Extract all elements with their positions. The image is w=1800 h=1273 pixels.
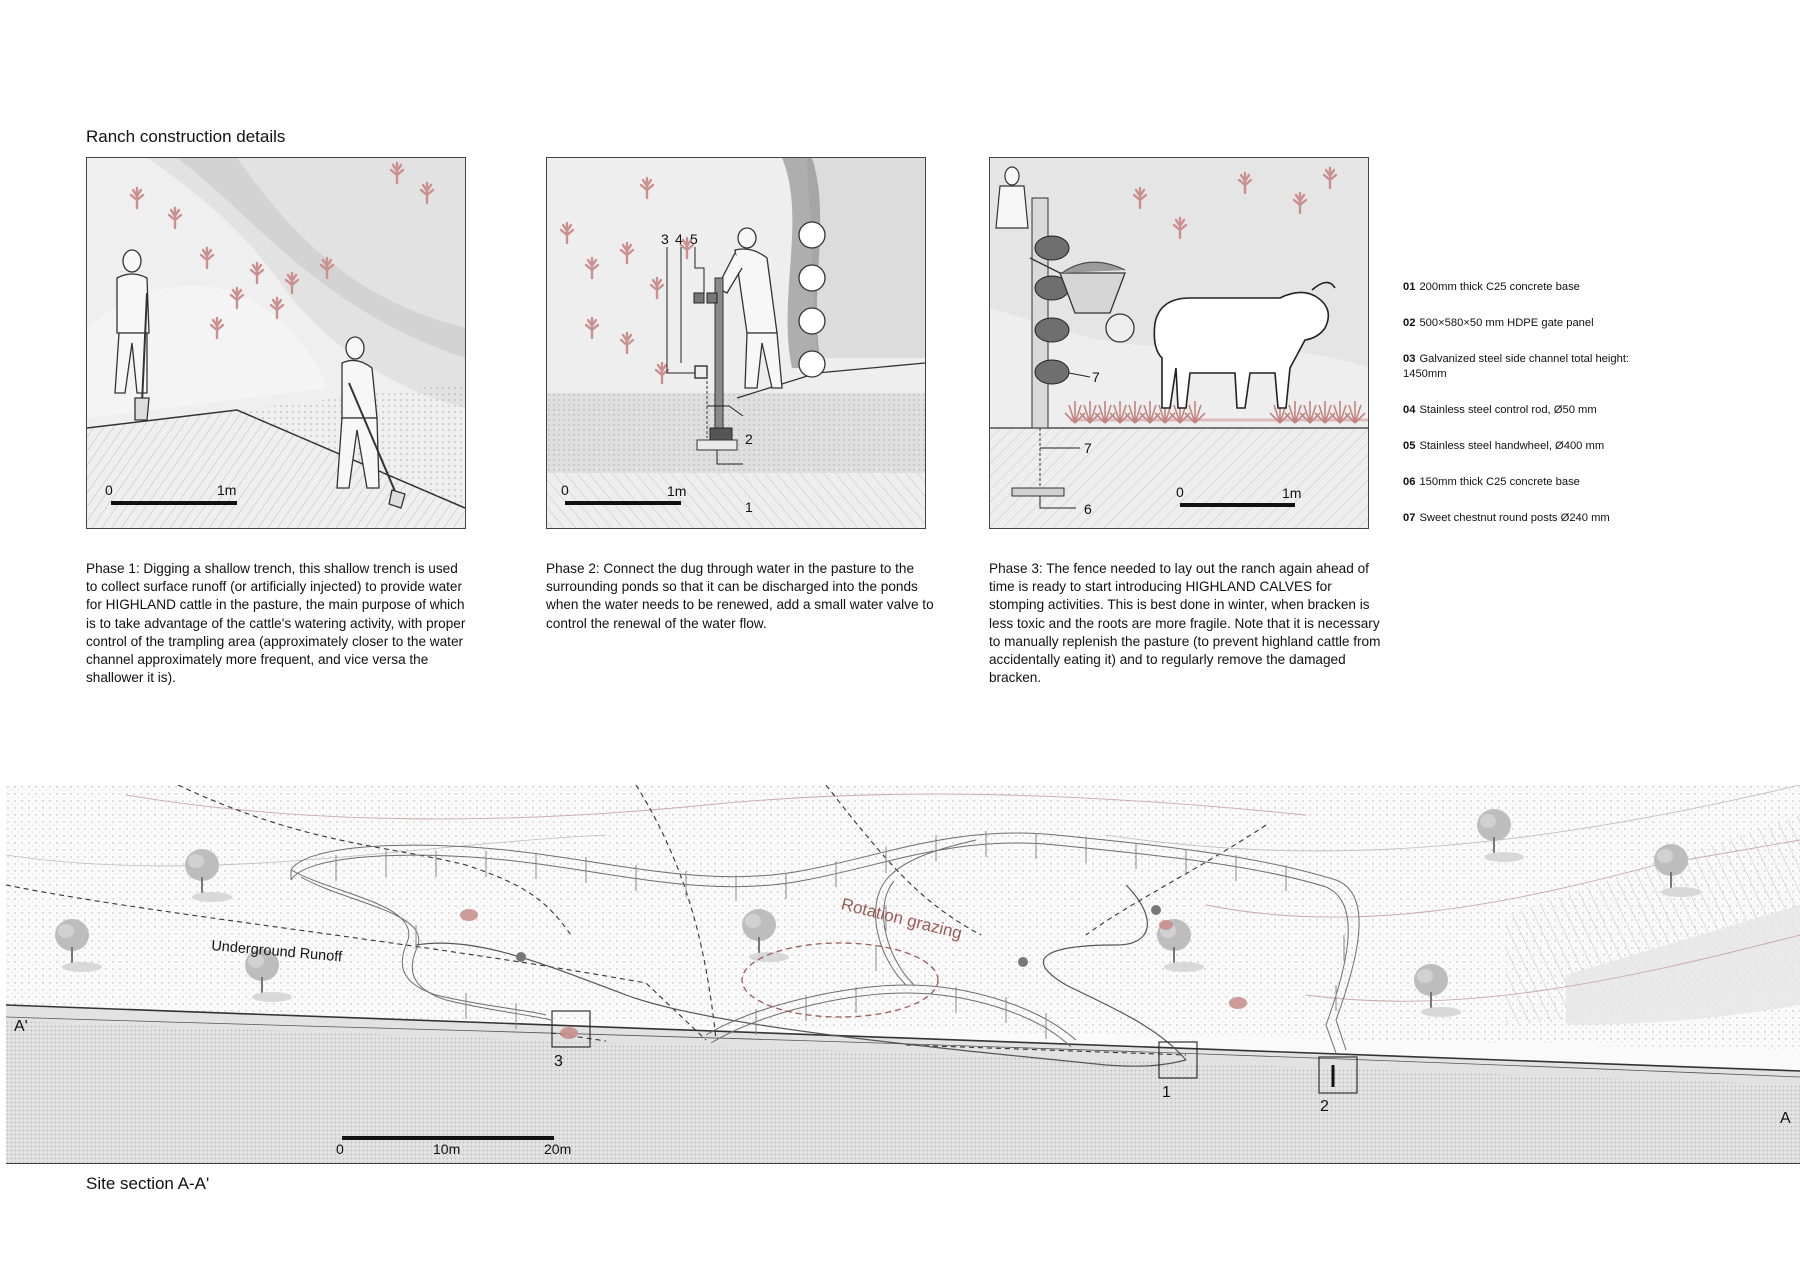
site-section-caption: Site section A-A' — [86, 1174, 210, 1193]
phase2-scale-max: 1m — [667, 483, 687, 499]
phase1-description: Phase 1: Digging a shallow trench, this shallow trench is used to collect surface runoff (or artificially injected) to provide water for HIGHLAND cattle in the pasture, the main purpose of which is to take advantage of the cattle's watering activity, with proper control of the trampling area (approximately closer to the water channel approximately more frequent, and vice versa the shallower it is). — [86, 561, 466, 686]
phase3-illustration — [989, 157, 1369, 529]
site-scale-20: 20m — [544, 1141, 572, 1157]
rotation-grazing-label: Rotation grazing — [839, 894, 964, 943]
phase2-description: Phase 2: Connect the dug through water in the pasture to the surrounding ponds so that it can be discharged into the ponds when the water needs to be renewed, add a small water valve to control the renewal of the water flow. — [546, 561, 934, 631]
phase3-description: Phase 3: The fence needed to lay out the ranch again ahead of time is ready to start introducing HIGHLAND CALVES for stomping activities. This is best done in winter, when bracken is less toxic and the roots are more fragile. Note that it is necessary to manually replenish the pasture (to prevent highland cattle from accidentally eating it) and to regularly remove the damaged bracken. — [989, 561, 1381, 686]
section-end-left: A' — [14, 1018, 28, 1035]
site-scale-0: 0 — [336, 1141, 344, 1157]
legend-item-03: 03 Galvanized steel side channel total height: 1450mm — [1403, 353, 1630, 380]
phase1-scale-max: 1m — [217, 482, 237, 498]
phase3-scale-max: 1m — [1282, 485, 1302, 501]
phase2-callout-2: 2 — [745, 431, 753, 447]
phase3-callout-6: 6 — [1084, 501, 1092, 517]
site-marker-3: 3 — [554, 1053, 563, 1070]
underground-runoff-label: Underground Runoff — [210, 938, 343, 966]
page-title: Ranch construction details — [86, 127, 286, 146]
phase2-illustration — [546, 157, 926, 529]
phase2-callout-5: 5 — [690, 231, 698, 247]
phase2-callout-4: 4 — [675, 231, 683, 247]
site-section-divider — [6, 1163, 1800, 1164]
phase1-scale-zero: 0 — [105, 482, 113, 498]
phase3-scale-zero: 0 — [1176, 484, 1184, 500]
site-scale-10: 10m — [433, 1141, 461, 1157]
phase2-callout-1: 1 — [745, 499, 753, 515]
legend-item-01: 01 200mm thick C25 concrete base — [1403, 281, 1580, 293]
legend-item-07: 07 Sweet chestnut round posts Ø240 mm — [1403, 512, 1610, 524]
legend-item-06: 06 150mm thick C25 concrete base — [1403, 476, 1580, 488]
phase2-scale-zero: 0 — [561, 482, 569, 498]
materials-legend — [1403, 280, 1643, 547]
site-marker-2: 2 — [1320, 1098, 1329, 1115]
site-section-diagram — [6, 785, 1800, 1163]
legend-item-02: 02 500×580×50 mm HDPE gate panel — [1403, 317, 1594, 329]
section-end-right: A — [1780, 1110, 1791, 1127]
legend-item-04: 04 Stainless steel control rod, Ø50 mm — [1403, 404, 1597, 416]
site-marker-1: 1 — [1162, 1084, 1171, 1101]
phase3-callout-7b: 7 — [1084, 440, 1092, 456]
legend-item-05: 05 Stainless steel handwheel, Ø400 mm — [1403, 440, 1605, 452]
phase2-callout-3: 3 — [661, 231, 669, 247]
phase3-callout-7a: 7 — [1092, 369, 1100, 385]
phase1-illustration — [86, 157, 466, 529]
